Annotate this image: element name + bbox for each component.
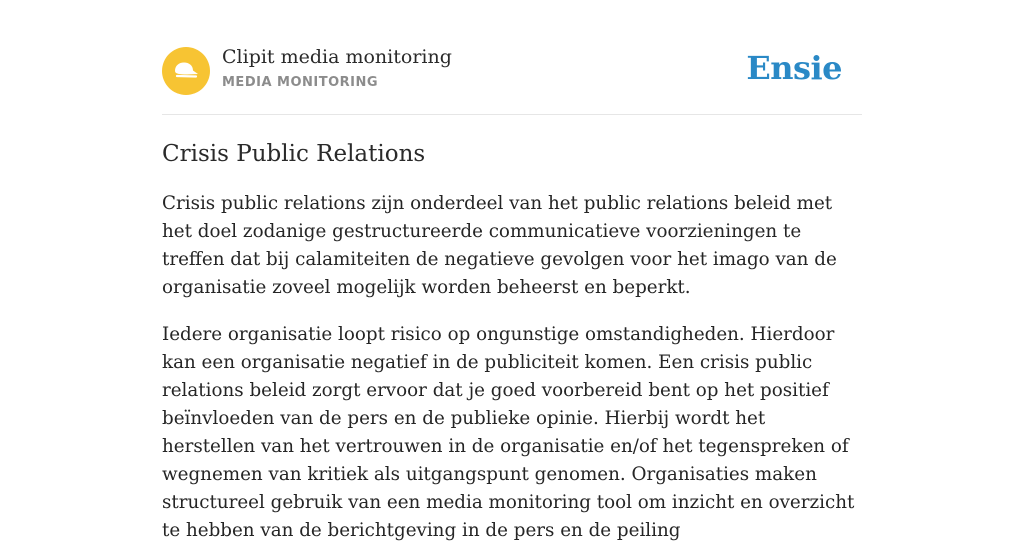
page-title: Crisis Public Relations: [162, 141, 426, 167]
source-type-label: MEDIA MONITORING: [222, 75, 379, 90]
article-paragraph: Crisis public relations zijn onderdeel van het public relations beleid met het doel zodanige gestructureerde communicatieve voorzieningen te treffen dat bij calamiteiten de negatieve gevolgen voor het imago van de organisatie zoveel mogelijk worden beheerst en beperkt.: [162, 193, 837, 298]
speech-bubble-icon: [162, 47, 210, 95]
article-container: [162, 0, 862, 545]
source-logo[interactable]: [162, 47, 210, 95]
source-name[interactable]: Clipit media monitoring: [222, 46, 452, 68]
page-header: [162, 0, 862, 115]
article-paragraph: Iedere organisatie loopt risico op ongunstige omstandigheden. Hierdoor kan een organisatie negatief in de publiciteit komen. Een crisis public relations beleid zorgt ervoor dat je goed voorbereid bent op het positief beïnvloeden van de pers en de publieke opinie. Hierbij wordt het herstellen van het vertrouwen in de organisatie en/of het tegenspreken of wegnemen van kritiek als uitgangspunt genomen. Organisaties maken structureel gebruik van een media monitoring tool om inzicht en overzicht te hebben van de berichtgeving in de pers en de peiling: [162, 324, 855, 541]
ensie-logo[interactable]: Ensie: [746, 49, 842, 87]
